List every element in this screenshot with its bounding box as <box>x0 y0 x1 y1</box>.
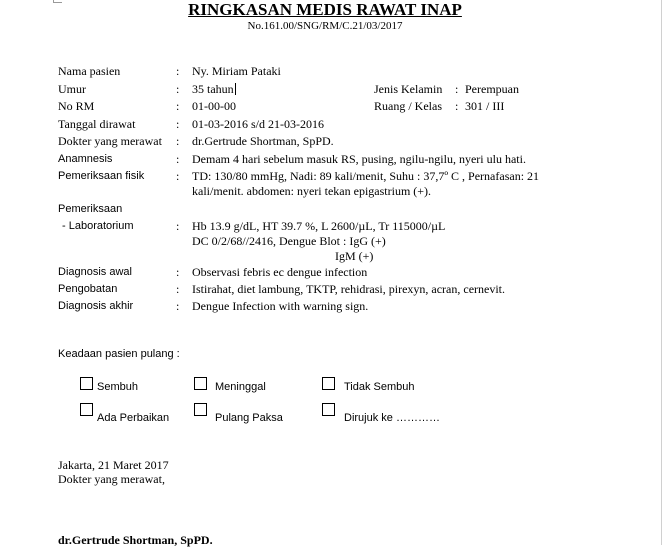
colon: : <box>176 152 180 166</box>
colon: : <box>176 134 180 148</box>
mrn-value[interactable]: 01-00-00 <box>192 99 236 113</box>
checkbox-recovered[interactable] <box>80 377 93 390</box>
colon: : <box>176 282 180 296</box>
document-title: RINGKASAN MEDIS RAWAT INAP <box>188 0 462 19</box>
colon: : <box>455 82 459 96</box>
signature-role: Dokter yang merawat, <box>58 472 165 486</box>
age-label: Umur <box>58 82 86 96</box>
final-diagnosis-label: Diagnosis akhir <box>58 300 134 312</box>
gender-value[interactable]: Perempuan <box>465 82 519 96</box>
lab-line-2[interactable]: DC 0/2/68//2416, Dengue Blot : IgG (+) <box>192 234 386 248</box>
option-recovered-label: Sembuh <box>97 381 138 393</box>
initial-diagnosis-value[interactable]: Observasi febris ec dengue infection <box>192 265 368 279</box>
doctor-label: Dokter yang merawat <box>58 134 162 148</box>
option-not-recovered-label: Tidak Sembuh <box>344 381 415 393</box>
text-cursor <box>235 83 236 95</box>
lab-line-3[interactable]: IgM (+) <box>335 249 374 263</box>
checkbox-not-recovered[interactable] <box>322 377 335 390</box>
anamnesis-label: Anamnesis <box>58 153 113 165</box>
gender-label: Jenis Kelamin <box>374 82 443 96</box>
signature-doctor-name: dr.Gertrude Shortman, SpPD. <box>58 533 213 547</box>
admit-date-label: Tanggal dirawat <box>58 117 136 131</box>
document-number: No.161.00/SNG/RM/C.21/03/2017 <box>247 20 403 32</box>
patient-name-value[interactable]: Ny. Miriam Pataki <box>192 64 281 78</box>
physical-exam-label: Pemeriksaan fisik <box>58 170 145 182</box>
physical-exam-line-1[interactable]: TD: 130/80 mmHg, Nadi: 89 kali/menit, Suhu : 37,7º C , Pernafasan: 21 <box>192 169 540 183</box>
examination-label: Pemeriksaan <box>58 203 123 215</box>
physical-exam-line-2[interactable]: kali/menit. abdomen: nyeri tekan epigastrium (+). <box>192 184 432 198</box>
lab-line-1[interactable]: Hb 13.9 g/dL, HT 39.7 %, L 2600/µL, Tr 115000/µL <box>192 219 446 233</box>
final-diagnosis-value[interactable]: Dengue Infection with warning sign. <box>192 299 369 313</box>
treatment-label: Pengobatan <box>58 283 118 295</box>
colon: : <box>176 82 180 96</box>
age-value: 35 tahun <box>192 82 234 96</box>
patient-name-label: Nama pasien <box>58 64 121 78</box>
colon: : <box>176 99 180 113</box>
option-discharged-against-advice-label: Pulang Paksa <box>215 412 283 424</box>
colon: : <box>455 99 459 113</box>
option-referred-label: Dirujuk ke ………… <box>344 412 440 424</box>
colon: : <box>176 64 180 78</box>
colon: : <box>176 265 180 279</box>
colon: : <box>176 117 180 131</box>
checkbox-improved[interactable] <box>80 403 93 416</box>
colon: : <box>176 299 180 313</box>
checkbox-referred[interactable] <box>322 403 335 416</box>
colon: : <box>176 219 180 233</box>
doctor-value[interactable]: dr.Gertrude Shortman, SpPD. <box>192 134 334 148</box>
option-improved-label: Ada Perbaikan <box>97 412 170 424</box>
checkbox-deceased[interactable] <box>194 377 207 390</box>
admit-date-value[interactable]: 01-03-2016 s/d 21-03-2016 <box>192 117 324 131</box>
signature-place-date: Jakarta, 21 Maret 2017 <box>58 458 169 472</box>
colon: : <box>176 169 180 183</box>
treatment-value[interactable]: Istirahat, diet lambung, TKTP, rehidrasi, pirexyn, acran, cernevit. <box>192 282 506 296</box>
discharge-status-label: Keadaan pasien pulang : <box>58 348 180 360</box>
mrn-label: No RM <box>58 99 95 113</box>
laboratory-label: - Laboratorium <box>62 220 134 232</box>
initial-diagnosis-label: Diagnosis awal <box>58 266 132 278</box>
option-deceased-label: Meninggal <box>215 381 266 393</box>
age-value-field[interactable] <box>192 82 236 96</box>
checkbox-discharged-against-advice[interactable] <box>194 403 207 416</box>
room-value[interactable]: 301 / III <box>465 99 505 113</box>
room-label: Ruang / Kelas <box>374 99 442 113</box>
anamnesis-value[interactable]: Demam 4 hari sebelum masuk RS, pusing, ngilu-ngilu, nyeri ulu hati. <box>192 152 526 166</box>
